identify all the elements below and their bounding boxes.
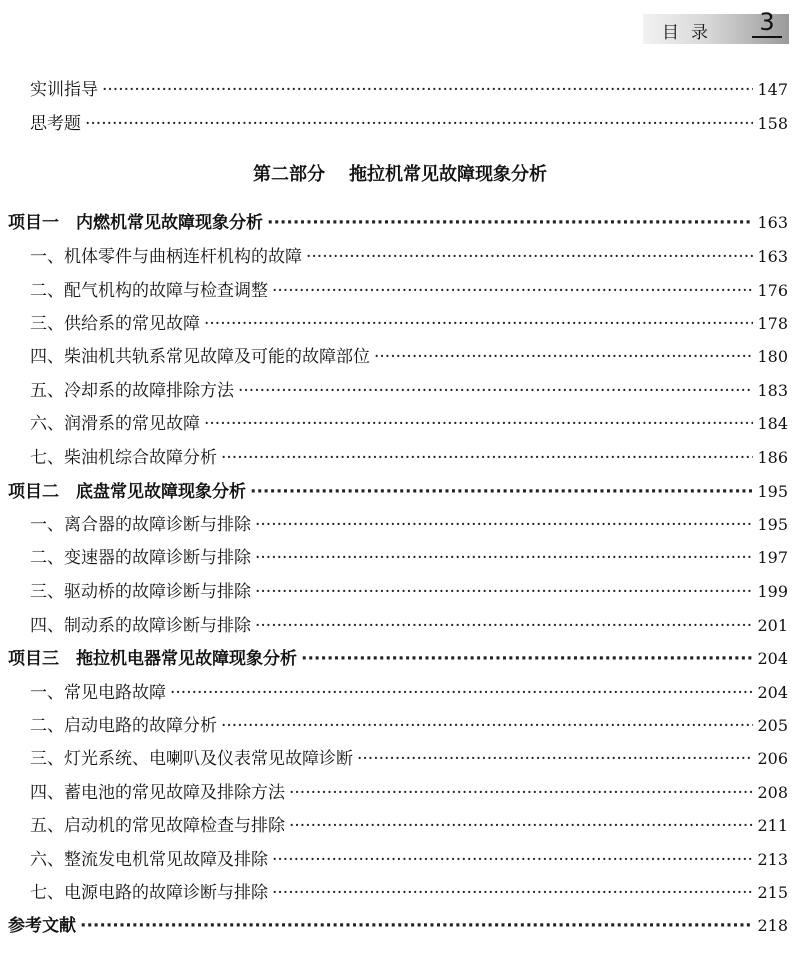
toc-entry-title: 二、变速器的故障诊断与排除: [30, 548, 251, 568]
toc-entry-title: 一、机体零件与曲柄连杆机构的故障: [30, 247, 302, 267]
project-page: 204: [757, 649, 788, 668]
references-entry[interactable]: [8, 914, 788, 938]
toc-entry-title: 七、电源电路的故障诊断与排除: [30, 883, 268, 903]
toc-entry-page: 213: [757, 850, 788, 869]
toc-entry-page: 184: [757, 414, 788, 433]
section-title: 拖拉机常见故障现象分析: [349, 164, 547, 185]
dot-leader: [255, 580, 753, 604]
project-entry[interactable]: [8, 211, 788, 235]
dot-leader: [238, 379, 753, 403]
toc-entry-title: 二、配气机构的故障与检查调整: [30, 281, 268, 301]
toc-entry-title: 六、润滑系的常见故障: [30, 414, 200, 434]
dot-leader: [250, 480, 753, 504]
dot-leader: [289, 814, 753, 838]
project-entry[interactable]: [8, 647, 788, 671]
dot-leader: [85, 112, 753, 136]
toc-entry[interactable]: [30, 345, 788, 369]
header-label: 目录: [662, 23, 720, 43]
toc-entry-title: 六、整流发电机常见故障及排除: [30, 850, 268, 870]
toc-entry-title: 二、启动电路的故障分析: [30, 716, 217, 736]
dot-leader: [272, 279, 753, 303]
dot-leader: [306, 245, 753, 269]
toc-entry-page: 206: [757, 749, 788, 768]
toc-entry[interactable]: [30, 112, 788, 136]
toc-entry-page: 205: [757, 716, 788, 735]
toc-entry[interactable]: [30, 513, 788, 537]
dot-leader: [301, 647, 753, 671]
toc-entry-page: 201: [757, 616, 788, 635]
toc-entry[interactable]: [30, 245, 788, 269]
toc-entry-title: 三、驱动桥的故障诊断与排除: [30, 582, 251, 602]
section-heading: [0, 160, 800, 186]
toc-entry-title: 思考题: [30, 114, 81, 134]
dot-leader: [255, 614, 753, 638]
toc-entry-page: 211: [757, 816, 788, 835]
dot-leader: [80, 914, 753, 938]
section-part: 第二部分: [253, 164, 325, 185]
dot-leader: [267, 211, 753, 235]
toc-entry-page: 215: [757, 883, 788, 902]
toc-entry-page: 183: [757, 381, 788, 400]
project-title: 项目二 底盘常见故障现象分析: [8, 482, 246, 502]
dot-leader: [374, 345, 753, 369]
toc-entry-title: 三、灯光系统、电喇叭及仪表常见故障诊断: [30, 749, 353, 769]
toc-entry-page: 197: [757, 548, 788, 567]
references-title: 参考文献: [8, 916, 76, 936]
toc-entry[interactable]: [30, 412, 788, 436]
dot-leader: [204, 312, 753, 336]
toc-entry-page: 199: [757, 582, 788, 601]
header-page-number: 3: [752, 8, 782, 38]
dot-leader: [272, 848, 753, 872]
dot-leader: [221, 714, 753, 738]
dot-leader: [255, 546, 753, 570]
toc-entry-title: 一、离合器的故障诊断与排除: [30, 515, 251, 535]
references-page: 218: [757, 916, 788, 935]
toc-entry-page: 195: [757, 515, 788, 534]
toc-entry-title: 三、供给系的常见故障: [30, 314, 200, 334]
toc-entry-page: 186: [757, 448, 788, 467]
toc-entry[interactable]: [30, 580, 788, 604]
dot-leader: [204, 412, 753, 436]
toc-entry[interactable]: [30, 379, 788, 403]
toc-entry[interactable]: [30, 781, 788, 805]
dot-leader: [289, 781, 753, 805]
toc-entry-page: 147: [757, 80, 788, 99]
project-page: 163: [757, 213, 788, 232]
project-page: 195: [757, 482, 788, 501]
toc-entry-page: 163: [757, 247, 788, 266]
dot-leader: [170, 681, 753, 705]
toc-entry-title: 四、蓄电池的常见故障及排除方法: [30, 783, 285, 803]
toc-entry[interactable]: [30, 714, 788, 738]
dot-leader: [102, 78, 753, 102]
toc-entry[interactable]: [30, 446, 788, 470]
toc-entry-page: 208: [757, 783, 788, 802]
toc-entry[interactable]: [30, 546, 788, 570]
toc-entry-title: 四、制动系的故障诊断与排除: [30, 616, 251, 636]
dot-leader: [357, 747, 753, 771]
toc-entry-page: 204: [757, 683, 788, 702]
toc-entry[interactable]: [30, 279, 788, 303]
project-title: 项目三 拖拉机电器常见故障现象分析: [8, 649, 297, 669]
toc-entry[interactable]: [30, 848, 788, 872]
toc-entry-title: 五、冷却系的故障排除方法: [30, 381, 234, 401]
toc-entry-page: 180: [757, 347, 788, 366]
toc-entry[interactable]: [30, 614, 788, 638]
toc-entry-title: 四、柴油机共轨系常见故障及可能的故障部位: [30, 347, 370, 367]
toc-entry-page: 176: [757, 281, 788, 300]
toc-entry[interactable]: [30, 881, 788, 905]
project-entry[interactable]: [8, 480, 788, 504]
toc-entry[interactable]: [30, 312, 788, 336]
dot-leader: [272, 881, 753, 905]
dot-leader: [255, 513, 753, 537]
toc-entry-page: 158: [757, 114, 788, 133]
toc-entry[interactable]: [30, 814, 788, 838]
toc-entry-title: 实训指导: [30, 80, 98, 100]
project-title: 项目一 内燃机常见故障现象分析: [8, 213, 263, 233]
toc-entry[interactable]: [30, 78, 788, 102]
toc-entry-title: 一、常见电路故障: [30, 683, 166, 703]
toc-entry[interactable]: [30, 747, 788, 771]
dot-leader: [221, 446, 753, 470]
toc-entry-title: 五、启动机的常见故障检查与排除: [30, 816, 285, 836]
toc-entry-title: 七、柴油机综合故障分析: [30, 448, 217, 468]
toc-entry-page: 178: [757, 314, 788, 333]
toc-entry[interactable]: [30, 681, 788, 705]
